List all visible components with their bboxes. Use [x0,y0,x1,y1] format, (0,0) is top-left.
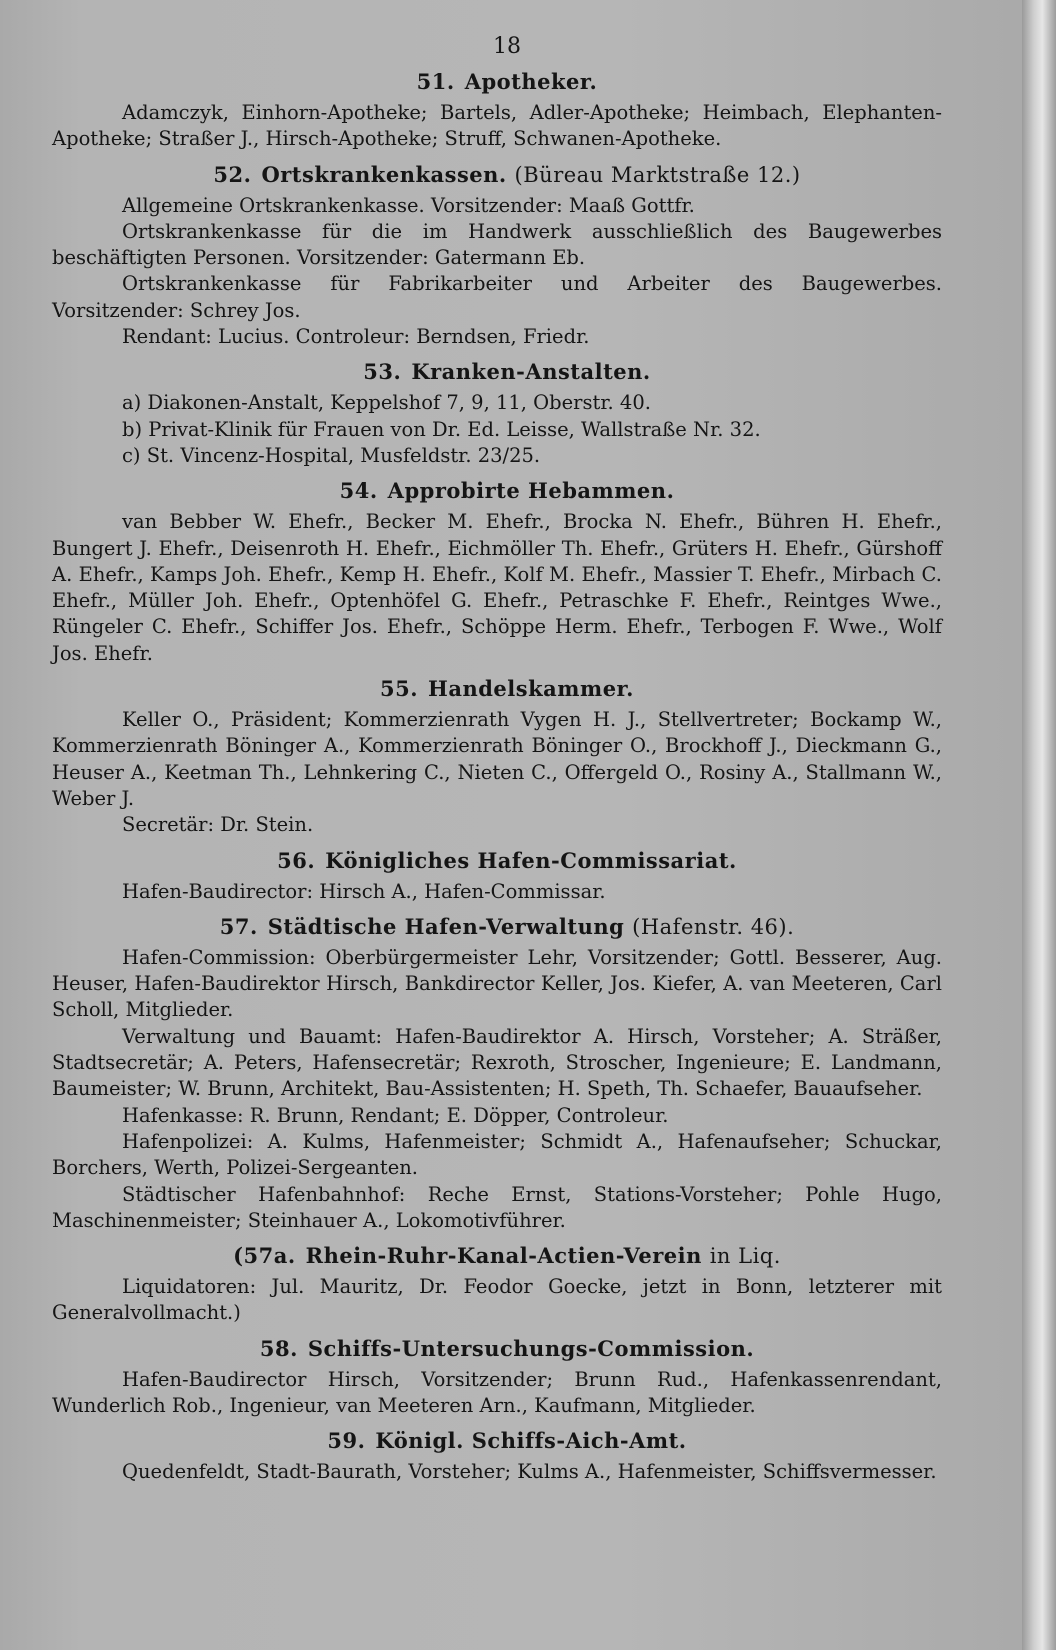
section-paragraph: c) St. Vincenz-Hospital, Musfeldstr. 23/25. [122,443,541,467]
section-heading [52,1336,942,1361]
section-title: Rhein-Ruhr-Kanal-Actien-Verein [305,1243,702,1269]
section-paragraph: Hafen-Commission: Oberbürgermeister Lehr, Vorsitzender; Gottl. Besserer, Aug. Heuser, Hafen-Baudirektor Hirsch, Bankdirector Keller, Jos. Kiefer, A. van Meeteren, Carl Scholl, Mitglieder. [52,945,942,1022]
section-title: Approbirte Hebammen. [387,478,675,504]
section-note: (Büreau Marktstraße 12.) [514,162,801,187]
section-paragraph: van Bebber W. Ehefr., Becker M. Ehefr., Brocka N. Ehefr., Bühren H. Ehefr., Bungert J. Ehefr., Deisenroth H. Ehefr., Eichmöller Th. Ehefr., Grüters H. Ehefr., Gürshoff A. Ehefr., Kamps Joh. Ehefr., Kemp H. Ehefr., Kolf M. Ehefr., Massier T. Ehefr., Mirbach C. Ehefr., Müller Joh. Ehefr., Optenhöfel G. Ehefr., Petraschke F. Ehefr., Reintges Wwe., Rüngeler C. Ehefr., Schiffer Jos. Ehefr., Schöppe Herm. Ehefr., Terbogen F. Wwe., Wolf Jos. Ehefr. [52,510,942,665]
section-heading [52,359,942,384]
section-paragraph: a) Diakonen-Anstalt, Keppelshof 7, 9, 11, Oberstr. 40. [122,391,651,415]
section-title: Ortskrankenkassen. [261,161,507,187]
section-paragraph: Hafen-Baudirector: Hirsch A., Hafen-Commissar. [122,879,606,903]
section-note: in Liq. [709,1244,781,1269]
section-paragraph: Verwaltung und Bauamt: Hafen-Baudirektor A. Hirsch, Vorsteher; A. Sträßer, Stadtsecretär; A. Peters, Hafensecretär; Rexroth, Stroscher, Ingenieure; E. Landmann, Baumeister; W. Brunn, Architekt, Bau-Assistenten; H. Speth, Th. Schaefer, Bauaufseher. [52,1024,942,1101]
section-heading [52,914,942,939]
section-number: 59. [327,1428,366,1454]
section-number: 56. [277,847,316,873]
section-number: 54. [339,478,378,504]
section-title: Königl. Schiffs-Aich-Amt. [375,1428,687,1454]
section-paragraph: b) Privat-Klinik für Frauen von Dr. Ed. Leisse, Wallstraße Nr. 32. [122,417,761,441]
section-number: 51. [416,69,455,94]
section-title: Kranken-Anstalten. [411,359,651,385]
section-paragraph: Rendant: Lucius. Controleur: Berndsen, Friedr. [122,325,590,349]
section-heading [52,848,942,873]
section-number: (57a. [233,1243,296,1269]
page-number: 18 [493,34,521,59]
section-number: 53. [363,359,402,385]
section-note: (Hafenstr. 46). [632,914,795,939]
section-paragraph: Hafen-Baudirector Hirsch, Vorsitzender; Brunn Rud., Hafenkassenrendant, Wunderlich Rob., Ingenieur, van Meeteren Arn., Kaufmann, Mitglieder. [52,1367,942,1417]
section-heading [52,1428,942,1453]
section-number: 58. [259,1335,298,1361]
section-title: Schiffs-Untersuchungs-Commission. [307,1335,755,1361]
section-number: 55. [379,676,419,702]
section-heading [52,478,942,503]
section-number: 57. [219,913,258,939]
section-paragraph: Keller O., Präsident; Kommerzienrath Vygen H. J., Stellvertreter; Bockamp W., Kommerzienrath Böninger A., Kommerzienrath Böninger O., Brockhoff J., Dieckmann G., Heuser A., Keetman Th., Lehnkering C., Nieten C., Offergeld O., Rosiny A., Stallmann W., Weber J. [52,708,942,810]
section-paragraph: Ortskrankenkasse für die im Handwerk ausschließlich des Baugewerbes beschäftigten Personen. Vorsitzender: Gatermann Eb. [52,219,942,270]
section-paragraph: Adamczyk, Einhorn-Apotheke; Bartels, Adler-Apotheke; Heimbach, Elephanten-Apotheke; Straßer J., Hirsch-Apotheke; Struff, Schwanen-Apotheke. [52,101,942,151]
section-heading [52,162,942,187]
section-heading [52,1243,942,1268]
section-title: Handelskammer. [428,676,634,702]
section-paragraph: Quedenfeldt, Stadt-Baurath, Vorsteher; Kulms A., Hafenmeister, Schiffsvermesser. [122,1460,937,1484]
section-heading [52,69,942,94]
page-content [52,69,942,1486]
section-title: Städtische Hafen-Verwaltung [267,913,625,939]
section-title: Apotheker. [464,69,598,94]
section-paragraph: Allgemeine Ortskrankenkasse. Vorsitzender: Maaß Gottfr. [122,193,695,217]
section-heading [52,676,942,701]
page-edge [1022,0,1056,1650]
section-paragraph: Hafenkasse: R. Brunn, Rendant; E. Döpper, Controleur. [122,1103,669,1127]
section-paragraph: Hafenpolizei: A. Kulms, Hafenmeister; Schmidt A., Hafenaufseher; Schuckar, Borchers, Werth, Polizei-Sergeanten. [52,1129,942,1180]
section-paragraph: Städtischer Hafenbahnhof: Reche Ernst, Stations-Vorsteher; Pohle Hugo, Maschinenmeister; Steinhauer A., Lokomotivführer. [52,1182,942,1232]
section-title: Königliches Hafen-Commissariat. [325,847,737,873]
section-paragraph: Liquidatoren: Jul. Mauritz, Dr. Feodor Goecke, jetzt in Bonn, letzterer mit Generalvollmacht.) [52,1275,942,1325]
section-paragraph: Secretär: Dr. Stein. [122,813,314,837]
section-number: 52. [213,161,252,187]
section-paragraph: Ortskrankenkasse für Fabrikarbeiter und Arbeiter des Baugewerbes. Vorsitzender: Schrey Jos. [52,272,942,322]
